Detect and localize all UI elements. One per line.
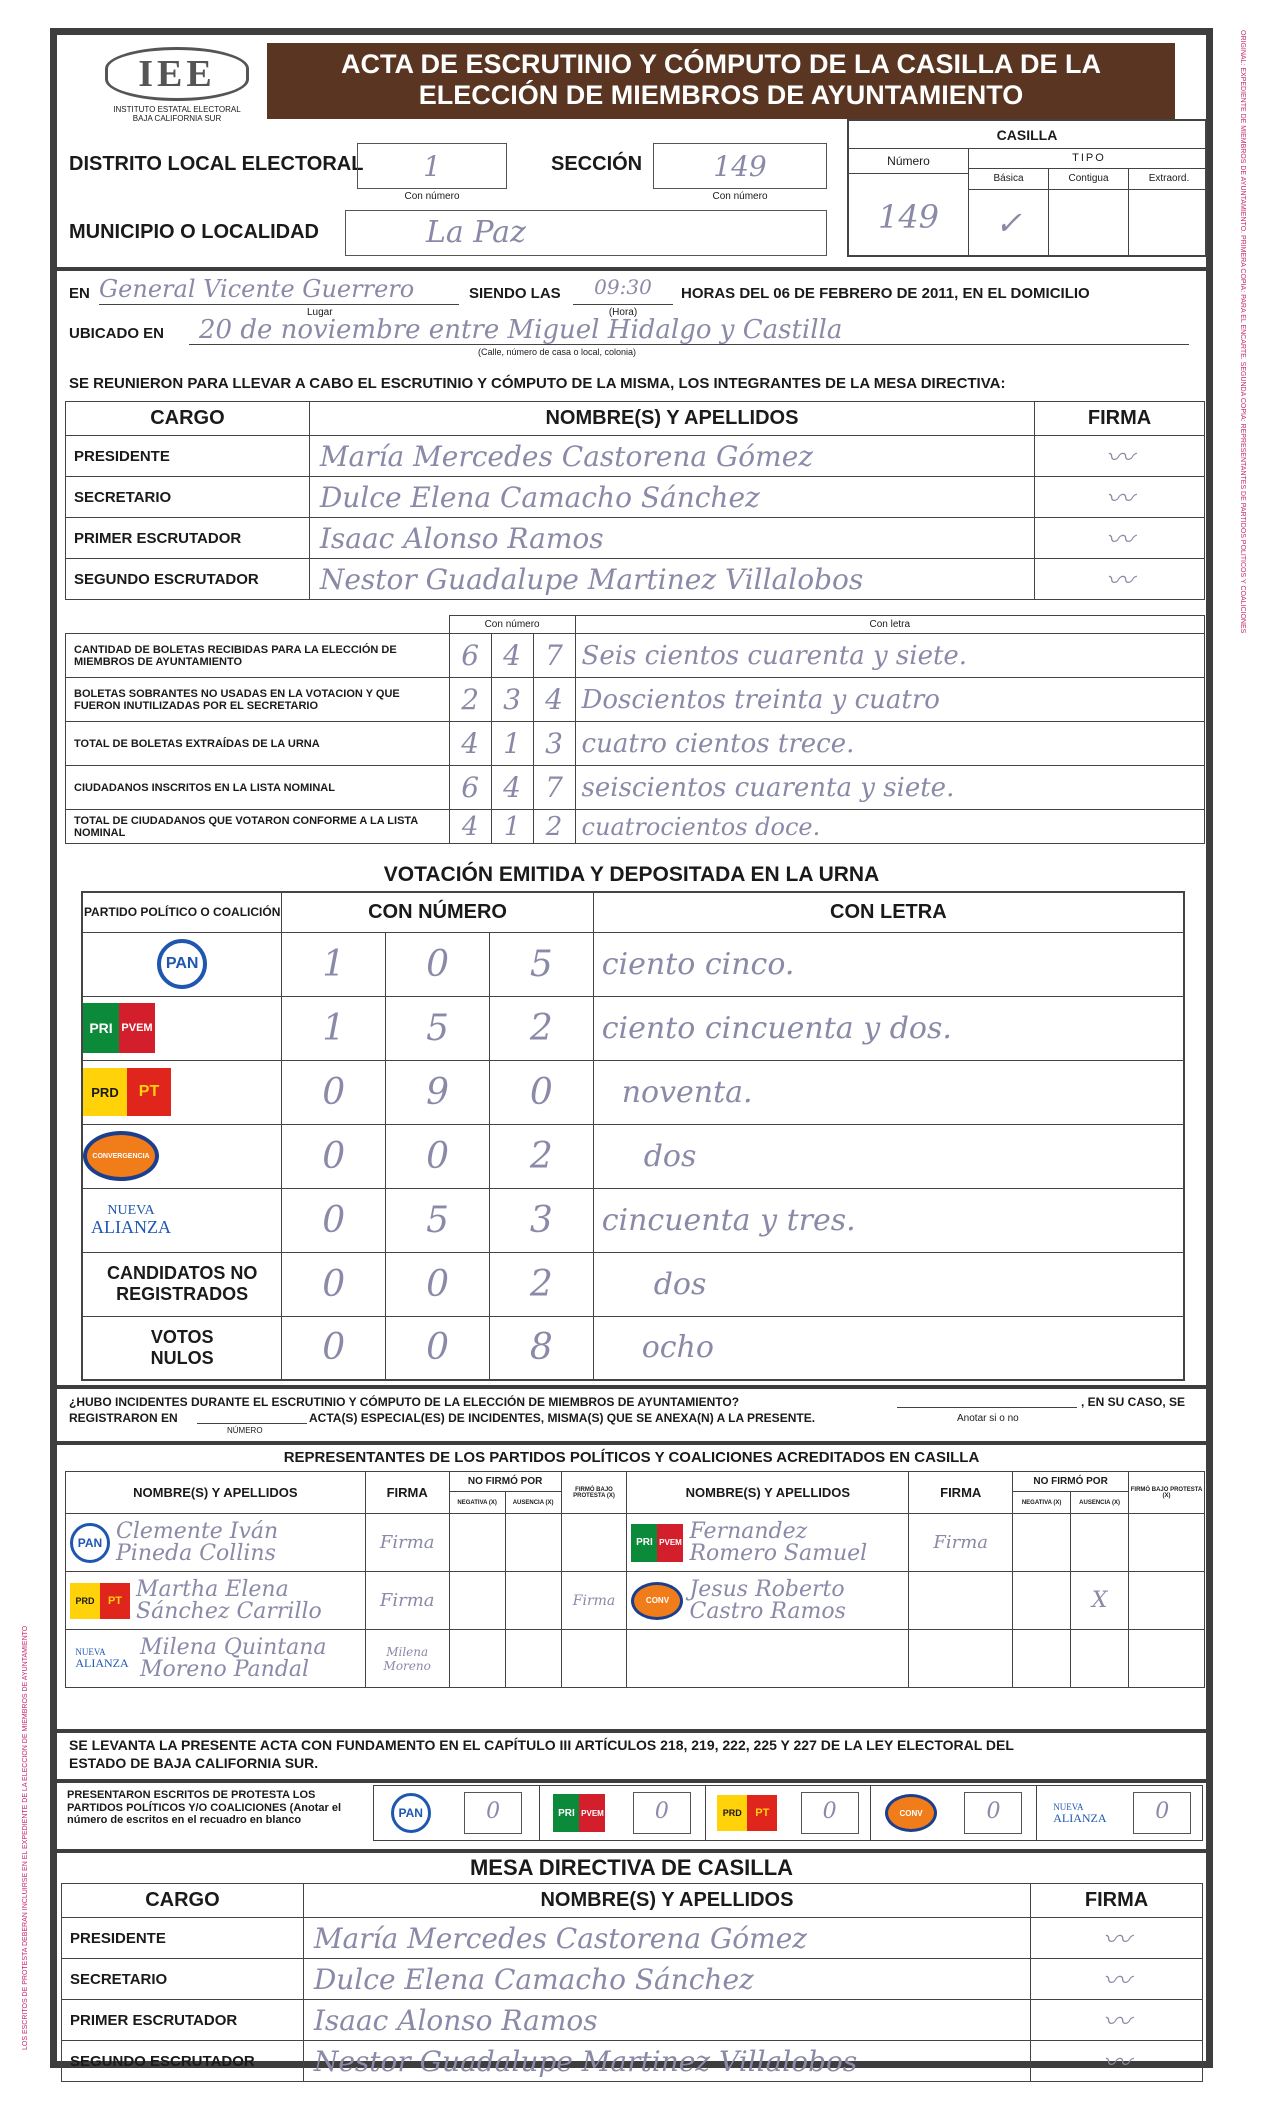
rep-convergencia-cell	[627, 1572, 909, 1630]
rep-bajo-protesta[interactable]	[561, 1514, 627, 1572]
nombre-segundo-escrutador[interactable]: Nestor Guadalupe Martinez Villalobos	[303, 2041, 1030, 2082]
nueva-alianza-logo-icon: NUEVA ALIANZA	[1053, 1801, 1107, 1825]
cargo-secretario: SECRETARIO	[66, 477, 310, 518]
logo-subtitle-1: INSTITUTO ESTATAL ELECTORAL	[113, 105, 241, 114]
rep-nombre[interactable]: Fernandez	[689, 1518, 808, 1544]
rep-negativa[interactable]	[1013, 1572, 1071, 1630]
municipio-label: MUNICIPIO O LOCALIDAD	[69, 221, 319, 243]
escritos-field[interactable]: 0	[633, 1792, 691, 1834]
cargo-presidente: PRESIDENTE	[66, 436, 310, 477]
vote-digit[interactable]: 0	[489, 1060, 593, 1124]
nombre-primer-escrutador[interactable]: Isaac Alonso Ramos	[309, 518, 1034, 559]
boletas-letra[interactable]: cuatrocientos doce.	[575, 810, 1204, 844]
convergencia-logo-icon: CONVERGENCIA	[83, 1131, 159, 1181]
vote-digit[interactable]: 1	[282, 932, 386, 996]
rep-nombre[interactable]: Castro Ramos	[689, 1598, 846, 1624]
fundamento-line-1: SE LEVANTA LA PRESENTE ACTA CON FUNDAMENTO EN EL CAPÍTULO III ARTÍCULOS 218, 219, 222, 225 Y 227 DE LA LEY ELECTORAL DEL	[69, 1737, 1014, 1753]
rep-nombre[interactable]: Milena Quintana	[140, 1634, 327, 1660]
seccion-label: SECCIÓN	[551, 153, 643, 175]
boletas-label: TOTAL DE BOLETAS EXTRAÍDAS DE LA URNA	[66, 722, 450, 766]
divider	[57, 1441, 1206, 1445]
firma-secretario[interactable]: 〰	[1035, 477, 1205, 518]
iee-logo-mark: IEE	[105, 47, 248, 101]
convergencia-logo-icon: CONV	[885, 1794, 937, 1832]
representantes-title: REPRESENTANTES DE LOS PARTIDOS POLÍTICOS Y COALICIONES ACREDITADOS EN CASILLA	[283, 1449, 980, 1466]
title-line-2: ELECCIÓN DE MIEMBROS DE AYUNTAMIENTO	[418, 80, 1024, 110]
rep-nombre[interactable]: Moreno Pandal	[140, 1656, 310, 1682]
header-rep-nombre-right: NOMBRE(S) Y APELLIDOS	[627, 1472, 909, 1514]
extraord-label: Extraord.	[1148, 173, 1190, 184]
vote-digit[interactable]: 2	[489, 996, 593, 1060]
incidentes-question: ¿HUBO INCIDENTES DURANTE EL ESCRUTINIO Y CÓMPUTO DE LA ELECCIÓN DE MIEMBROS DE AYUNTAMIENTO?	[69, 1395, 740, 1409]
rep-bajo-protesta[interactable]	[1129, 1514, 1205, 1572]
party-nueva-alianza-cell	[82, 1188, 282, 1252]
firma-primer-escrutador[interactable]: 〰	[1035, 518, 1205, 559]
header-negativa: NEGATIVA (X)	[449, 1492, 505, 1514]
fundamento-line-2: ESTADO DE BAJA CALIFORNIA SUR.	[69, 1755, 319, 1771]
actas-numero-field[interactable]	[197, 1423, 307, 1424]
header-rep-nombre-left: NOMBRE(S) Y APELLIDOS	[66, 1472, 366, 1514]
boletas-digit[interactable]: 7	[533, 766, 575, 810]
header-ausencia: AUSENCIA (X)	[1071, 1492, 1129, 1514]
vote-digit[interactable]: 0	[386, 932, 490, 996]
title-line-1: ACTA DE ESCRUTINIO Y CÓMPUTO DE LA CASILLA DE LA	[340, 49, 1102, 79]
boletas-digit[interactable]: 6	[449, 766, 491, 810]
header-firma: FIRMA	[1031, 1884, 1203, 1918]
domicilio-caption: (Calle, número de casa o local, colonia)	[477, 347, 637, 357]
header-nombre: NOMBRE(S) Y APELLIDOS	[309, 402, 1034, 436]
rep-firma[interactable]: Firma	[365, 1514, 449, 1572]
hora-field[interactable]: 09:30	[573, 275, 673, 305]
header-rep-no-firmo-left: NO FIRMÓ POR	[449, 1472, 561, 1492]
rep-nombre[interactable]: Jesus Roberto	[689, 1576, 845, 1602]
rep-nombre[interactable]: Clemente Iván	[116, 1518, 279, 1544]
cargo-primer-escrutador: PRIMER ESCRUTADOR	[66, 518, 310, 559]
nombre-presidente[interactable]: María Mercedes Castorena Gómez	[303, 1918, 1030, 1959]
siendo-las-label: SIENDO LAS	[469, 285, 561, 302]
vote-digit[interactable]: 5	[386, 1188, 490, 1252]
rep-ausencia[interactable]	[505, 1514, 561, 1572]
nombre-primer-escrutador[interactable]: Isaac Alonso Ramos	[303, 2000, 1030, 2041]
rep-firma[interactable]: Firma	[909, 1514, 1013, 1572]
cargo-primer-escrutador: PRIMER ESCRUTADOR	[62, 2000, 304, 2041]
boletas-digit[interactable]: 4	[449, 722, 491, 766]
rep-nombre[interactable]: Martha Elena	[136, 1576, 289, 1602]
cargo-segundo-escrutador: SEGUNDO ESCRUTADOR	[66, 559, 310, 600]
vote-digit[interactable]: 0	[386, 1316, 490, 1380]
vote-digit[interactable]: 0	[282, 1124, 386, 1188]
rep-prd-pt-cell	[66, 1572, 366, 1630]
vote-digit[interactable]: 0	[282, 1252, 386, 1316]
rep-ausencia[interactable]	[1071, 1514, 1129, 1572]
party-pri-cell	[82, 996, 282, 1060]
boletas-digit[interactable]: 3	[533, 722, 575, 766]
nueva-alianza-logo-icon: NUEVA ALIANZA	[91, 1203, 171, 1237]
header-negativa: NEGATIVA (X)	[1013, 1492, 1071, 1514]
pri-pvem-logo-icon: PRI PVEM	[83, 1003, 155, 1053]
rep-bajo-protesta[interactable]: Firma	[561, 1572, 627, 1630]
firma-secretario[interactable]: 〰	[1031, 1959, 1203, 2000]
rep-negativa[interactable]	[449, 1630, 505, 1688]
contigua-label: Contigua	[1049, 169, 1129, 189]
boletas-letra[interactable]: seiscientos cuarenta y siete.	[575, 766, 1204, 810]
distrito-field[interactable]: 1	[357, 143, 507, 189]
seccion-caption: Con número	[712, 191, 768, 202]
prd-pt-logo-icon: PRD PT	[83, 1068, 171, 1116]
casilla-box	[847, 119, 1207, 257]
nombre-presidente[interactable]: María Mercedes Castorena Gómez	[309, 436, 1034, 477]
escritos-row	[373, 1785, 1203, 1841]
pri-pvem-logo-icon: PRI PVEM	[553, 1794, 605, 1832]
vote-digit[interactable]: 9	[386, 1060, 490, 1124]
escritos-field[interactable]: 0	[464, 1792, 522, 1834]
firma-presidente[interactable]: 〰	[1031, 1918, 1203, 1959]
rep-negativa[interactable]	[449, 1514, 505, 1572]
left-side-legend: LOS ESCRITOS DE PROTESTA DEBERÁN INCLUIRSE EN EL EXPEDIENTE DE LA ELECCIÓN DE MIEMBROS DE AYUNTAMIENTO	[22, 1625, 29, 2050]
rep-firma[interactable]: Firma	[365, 1572, 449, 1630]
incidentes-question-end: , EN SU CASO, SE	[1081, 1395, 1186, 1409]
vote-digit[interactable]: 3	[489, 1188, 593, 1252]
divider	[57, 1779, 1206, 1783]
header-firma: FIRMA	[1035, 402, 1205, 436]
firma-presidente[interactable]: 〰	[1035, 436, 1205, 477]
header-con-letra: CON LETRA	[593, 892, 1184, 932]
boletas-digit[interactable]: 1	[491, 810, 533, 844]
vote-digit[interactable]: 8	[489, 1316, 593, 1380]
rep-ausencia[interactable]	[505, 1572, 561, 1630]
nombre-secretario[interactable]: Dulce Elena Camacho Sánchez	[303, 1959, 1030, 2000]
rep-negativa[interactable]	[1013, 1630, 1071, 1688]
en-label: EN	[69, 285, 90, 302]
contigua-checkbox[interactable]	[1049, 189, 1129, 257]
header-con-numero: CON NÚMERO	[282, 892, 593, 932]
header-boletas-con-numero: Con número	[449, 616, 575, 634]
pan-logo-icon: PAN	[157, 939, 207, 989]
vote-digit[interactable]: 0	[282, 1316, 386, 1380]
boletas-label: BOLETAS SOBRANTES NO USADAS EN LA VOTACION Y QUE FUERON INUTILIZADAS POR EL SECRETARIO	[66, 678, 450, 722]
acta-sheet	[50, 28, 1213, 2079]
header-ausencia: AUSENCIA (X)	[505, 1492, 561, 1514]
cargo-presidente: PRESIDENTE	[62, 1918, 304, 1959]
registraron-text: REGISTRARON EN	[69, 1411, 178, 1425]
header-rep-no-firmo-right: NO FIRMÓ POR	[1013, 1472, 1129, 1492]
vote-digit[interactable]: 0	[386, 1252, 490, 1316]
rep-nombre[interactable]: Sánchez Carrillo	[136, 1598, 322, 1624]
divider	[57, 1729, 1206, 1733]
boletas-table	[65, 615, 1205, 844]
vote-digit[interactable]: 5	[386, 996, 490, 1060]
horas-del-label: HORAS DEL 06 DE FEBRERO DE 2011, EN EL DOMICILIO	[681, 285, 1090, 302]
header-boletas-con-letra: Con letra	[575, 616, 1204, 634]
header-rep-bajo-protesta-left: FIRMÓ BAJO PROTESTA (X)	[561, 1472, 627, 1514]
rep-bajo-protesta[interactable]	[1129, 1572, 1205, 1630]
representantes-table	[65, 1471, 1205, 1688]
reunieron-text: SE REUNIERON PARA LLEVAR A CABO EL ESCRUTINIO Y CÓMPUTO DE LA MISMA, LOS INTEGRANTES DE LA MESA DIRECTIVA:	[69, 375, 1006, 392]
rep-negativa[interactable]	[1013, 1514, 1071, 1572]
divider	[57, 1385, 1206, 1389]
right-side-legend: ORIGINAL: EXPEDIENTE DE MIEMBROS DE AYUNTAMIENTO. PRIMERA COPIA: PARA EL ENCARTE. SEGUNDA COPIA: REPRESENTANTES DE PARTIDOS POLÍTICOS Y COALICIONES	[1239, 30, 1246, 634]
votacion-table	[81, 891, 1185, 1381]
divider	[57, 267, 1206, 271]
casilla-numero-field[interactable]: 149	[849, 173, 969, 257]
actas-text: ACTA(S) ESPECIAL(ES) DE INCIDENTES, MISMA(S) QUE SE ANEXA(N) A LA PRESENTE.	[309, 1411, 816, 1425]
rep-empty-cell[interactable]	[627, 1630, 909, 1688]
casilla-label: CASILLA	[849, 121, 1205, 149]
vote-letra[interactable]: ciento cinco.	[593, 932, 1184, 996]
firma-primer-escrutador[interactable]: 〰	[1031, 2000, 1203, 2041]
boletas-digit[interactable]: 4	[533, 678, 575, 722]
rep-ausencia[interactable]	[505, 1630, 561, 1688]
pan-logo-icon: PAN	[391, 1793, 431, 1833]
vote-digit[interactable]: 2	[489, 1252, 593, 1316]
rep-ausencia[interactable]	[1071, 1630, 1129, 1688]
vote-digit[interactable]: 0	[282, 1060, 386, 1124]
boletas-letra[interactable]: cuatro cientos trece.	[575, 722, 1204, 766]
rep-firma[interactable]: Milena Moreno	[365, 1630, 449, 1688]
boletas-digit[interactable]: 4	[449, 810, 491, 844]
pri-pvem-logo-icon: PRI PVEM	[631, 1524, 683, 1562]
nombre-secretario[interactable]: Dulce Elena Camacho Sánchez	[309, 477, 1034, 518]
extraord-checkbox[interactable]	[1129, 189, 1209, 257]
prd-pt-logo-icon: PRD PT	[717, 1795, 777, 1831]
party-pan-cell	[82, 932, 282, 996]
vote-digit[interactable]: 1	[282, 996, 386, 1060]
title-bar	[267, 43, 1175, 119]
votacion-title: VOTACIÓN EMITIDA Y DEPOSITADA EN LA URNA	[383, 863, 880, 886]
mesa-directiva-table-1	[65, 401, 1205, 600]
cargo-segundo-escrutador: SEGUNDO ESCRUTADOR	[62, 2041, 304, 2082]
cargo-secretario: SECRETARIO	[62, 1959, 304, 2000]
numero-label: Número	[849, 149, 969, 173]
rep-pan-cell	[66, 1514, 366, 1572]
pan-logo-icon: PAN	[70, 1523, 110, 1563]
numero-caption: NÚMERO	[227, 1426, 263, 1435]
rep-bajo-protesta[interactable]	[1129, 1630, 1205, 1688]
rep-nombre[interactable]: Pineda Collins	[116, 1540, 276, 1566]
divider	[57, 1849, 1206, 1853]
header-partido: PARTIDO POLÍTICO O COALICIÓN	[82, 892, 282, 932]
iee-logo	[87, 47, 267, 137]
vote-letra[interactable]: ocho	[593, 1316, 1184, 1380]
header-rep-firma-left: FIRMA	[365, 1472, 449, 1514]
prd-pt-logo-icon: PRD PT	[70, 1583, 130, 1619]
header-cargo: CARGO	[62, 1884, 304, 1918]
incidentes-si-no-field[interactable]	[897, 1407, 1077, 1408]
domicilio-field[interactable]: 20 de noviembre entre Miguel Hidalgo y Castilla	[189, 315, 1189, 345]
escritos-field[interactable]: 0	[801, 1792, 859, 1834]
boletas-digit[interactable]: 3	[491, 678, 533, 722]
lugar-field[interactable]: General Vicente Guerrero	[99, 275, 459, 305]
distrito-label: DISTRITO LOCAL ELECTORAL	[69, 153, 364, 175]
boletas-label: TOTAL DE CIUDADANOS QUE VOTARON CONFORME A LA LISTA NOMINAL	[66, 810, 450, 844]
vote-digit[interactable]: 2	[489, 1124, 593, 1188]
mesa-directiva-table-2	[61, 1883, 1203, 2082]
header-nombre: NOMBRE(S) Y APELLIDOS	[303, 1884, 1030, 1918]
vote-letra[interactable]: dos	[593, 1252, 1184, 1316]
boletas-label: CIUDADANOS INSCRITOS EN LA LISTA NOMINAL	[66, 766, 450, 810]
municipio-field[interactable]: La Paz	[345, 210, 827, 256]
boletas-digit[interactable]: 1	[491, 722, 533, 766]
boletas-digit[interactable]: 7	[533, 634, 575, 678]
vote-digit[interactable]: 0	[386, 1124, 490, 1188]
party-prd-pt-cell	[82, 1060, 282, 1124]
basica-label: Básica	[969, 169, 1049, 189]
logo-subtitle-2: BAJA CALIFORNIA SUR	[132, 114, 222, 123]
header-rep-firma-right: FIRMA	[909, 1472, 1013, 1514]
rep-firma[interactable]	[909, 1630, 1013, 1688]
distrito-caption: Con número	[404, 191, 460, 202]
boletas-digit[interactable]: 6	[449, 634, 491, 678]
boletas-digit[interactable]: 2	[533, 810, 575, 844]
boletas-letra[interactable]: Seis cientos cuarenta y siete.	[575, 634, 1204, 678]
firma-segundo-escrutador[interactable]: 〰	[1035, 559, 1205, 600]
ubicado-en-label: UBICADO EN	[69, 325, 165, 342]
tipo-label: TIPO	[969, 149, 1209, 169]
header-cargo: CARGO	[66, 402, 310, 436]
boletas-digit[interactable]: 2	[449, 678, 491, 722]
escritos-field[interactable]: 0	[964, 1792, 1022, 1834]
boletas-letra[interactable]: Doscientos treinta y cuatro	[575, 678, 1204, 722]
firma-segundo-escrutador[interactable]: 〰	[1031, 2041, 1203, 2082]
vote-digit[interactable]: 5	[489, 932, 593, 996]
boletas-label: CANTIDAD DE BOLETAS RECIBIDAS PARA LA ELECCIÓN DE MIEMBROS DE AYUNTAMIENTO	[66, 634, 450, 678]
rep-firma[interactable]	[909, 1572, 1013, 1630]
escritos-text: PRESENTARON ESCRITOS DE PROTESTA LOS PARTIDOS POLÍTICOS Y/O COALICIONES (Anotar el número de escritos en el recuadro en blanco	[67, 1789, 342, 1827]
vote-letra[interactable]: cincuenta y tres.	[593, 1188, 1184, 1252]
boletas-digit[interactable]: 4	[491, 766, 533, 810]
candidatos-no-registrados-label: CANDIDATOS NO REGISTRADOS	[82, 1252, 282, 1316]
escritos-field[interactable]: 0	[1133, 1792, 1191, 1834]
rep-negativa[interactable]	[449, 1572, 505, 1630]
basica-checkbox[interactable]: ✓	[969, 189, 1049, 257]
lugar-caption: Lugar	[307, 307, 333, 318]
rep-bajo-protesta[interactable]	[561, 1630, 627, 1688]
hora-caption: (Hora)	[608, 307, 638, 318]
anotar-caption: Anotar si o no	[957, 1413, 1019, 1424]
party-convergencia-cell	[82, 1124, 282, 1188]
rep-ausencia[interactable]: X	[1071, 1572, 1129, 1630]
convergencia-logo-icon: CONV	[631, 1582, 683, 1620]
vote-letra[interactable]: ciento cincuenta y dos.	[593, 996, 1184, 1060]
mesa-directiva-title: MESA DIRECTIVA DE CASILLA	[469, 1855, 794, 1880]
boletas-digit[interactable]: 4	[491, 634, 533, 678]
rep-nueva-alianza-cell	[66, 1630, 366, 1688]
votos-nulos-label: VOTOS NULOS	[82, 1316, 282, 1380]
vote-digit[interactable]: 0	[282, 1188, 386, 1252]
nueva-alianza-logo-icon: NUEVA ALIANZA	[75, 1647, 129, 1670]
rep-pri-cell	[627, 1514, 909, 1572]
nombre-segundo-escrutador[interactable]: Nestor Guadalupe Martinez Villalobos	[309, 559, 1034, 600]
seccion-field[interactable]: 149	[653, 143, 827, 189]
header-rep-bajo-protesta-right: FIRMÓ BAJO PROTESTA (X)	[1129, 1472, 1205, 1514]
vote-letra[interactable]: dos	[593, 1124, 1184, 1188]
vote-letra[interactable]: noventa.	[593, 1060, 1184, 1124]
rep-nombre[interactable]: Romero Samuel	[689, 1540, 868, 1566]
